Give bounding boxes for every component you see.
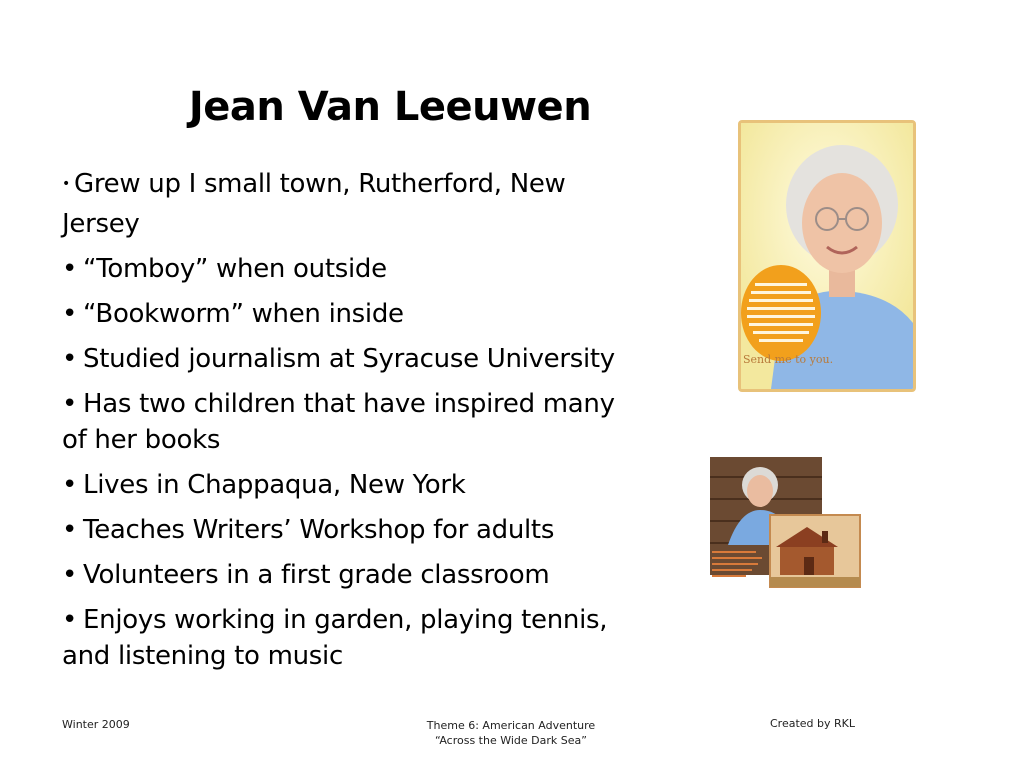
bullet-marker: • (62, 560, 78, 590)
bullet-text: Has two children that have inspired many (83, 389, 615, 419)
collage-illustration (710, 455, 862, 590)
list-item (62, 341, 682, 377)
portrait-caption: Send me to you. (743, 353, 834, 366)
bullet-text-continued: of her books (62, 425, 221, 455)
slide-title: Jean Van Leeuwen (188, 84, 592, 130)
bullet-marker: • (62, 254, 78, 284)
bullet-marker: • (62, 389, 78, 419)
bullet-text: Studied journalism at Syracuse University (83, 344, 615, 374)
bullet-text: Teaches Writers’ Workshop for adults (83, 515, 555, 545)
bullet-marker: • (62, 176, 70, 192)
footer-theme (400, 718, 622, 748)
bullet-text: Enjoys working in garden, playing tennis, (83, 605, 608, 635)
bullet-marker: • (62, 344, 78, 374)
bullet-text: Grew up I small town, Rutherford, New (73, 169, 566, 199)
bullet-marker: • (62, 470, 78, 500)
list-item (62, 602, 682, 674)
footer-author: Created by RKL (770, 717, 856, 730)
author-collage-image (710, 455, 862, 590)
footer-theme-line2: “Across the Wide Dark Sea” (435, 734, 587, 747)
bullet-marker: • (62, 299, 78, 329)
footer-date: Winter 2009 (62, 718, 130, 731)
bullet-text: “Bookworm” when inside (83, 299, 404, 329)
list-item (62, 557, 682, 593)
footer-theme-line1: Theme 6: American Adventure (426, 719, 596, 732)
bullet-text: Lives in Chappaqua, New York (83, 470, 466, 500)
author-portrait-image (738, 120, 916, 392)
bullet-marker: • (62, 605, 78, 635)
bullet-marker: • (62, 515, 78, 545)
bullet-text: Volunteers in a first grade classroom (83, 560, 550, 590)
bullet-text: “Tomboy” when outside (83, 254, 387, 284)
portrait-illustration (741, 123, 913, 389)
list-item (62, 296, 682, 332)
list-item (62, 166, 682, 242)
list-item (62, 386, 682, 458)
list-item (62, 251, 682, 287)
bullet-text-continued: and listening to music (62, 641, 343, 671)
list-item (62, 467, 682, 503)
list-item (62, 512, 682, 548)
bullet-text-continued: Jersey (62, 209, 140, 239)
bullet-list (62, 166, 682, 683)
